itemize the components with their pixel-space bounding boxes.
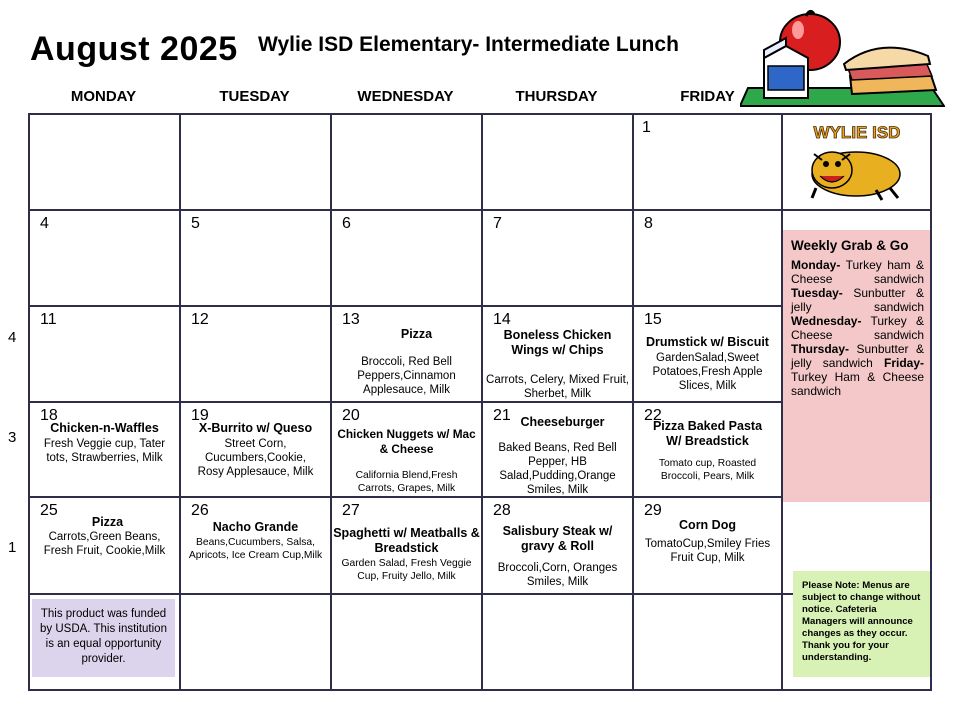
day-cell [634, 403, 781, 496]
meal-sides: Street Corn, Cucumbers,Cookie, Rosy Applesauce, Milk [197, 438, 314, 478]
grab-day: Thursday- [791, 342, 850, 356]
week-label-3: 4 [8, 329, 17, 346]
day-cell [181, 498, 330, 593]
meal-entree: Boneless Chicken Wings w/ Chips [503, 328, 612, 357]
grab-day: Wednesday- [791, 314, 862, 328]
day-cell [30, 403, 179, 496]
grab-and-go-panel [783, 230, 930, 502]
meal-entree: X-Burrito w/ Queso [198, 421, 313, 435]
meal-sides: Carrots, Celery, Mixed Fruit, Sherbet, Milk [486, 374, 629, 400]
meal-sides: Broccoli, Red Bell Peppers,Cinnamon Applesauce, Milk [357, 356, 456, 396]
meal-sides: GardenSalad,Sweet Potatoes,Fresh Apple Slices, Milk [652, 352, 763, 392]
day-cell [30, 498, 179, 593]
day-header-wednesday: WEDNESDAY [357, 88, 454, 105]
meal-entree: Chicken Nuggets w/ Mac & Cheese [337, 427, 476, 456]
day-number: 20 [342, 407, 360, 424]
meal-sides: California Blend,Fresh Carrots, Grapes, Milk [355, 470, 458, 494]
meal-entree: Corn Dog [679, 518, 736, 532]
day-cell [181, 307, 330, 401]
day-number: 1 [642, 119, 651, 136]
meal-sides: TomatoCup,Smiley Fries Fruit Cup, Milk [644, 538, 771, 564]
day-number: 14 [493, 311, 511, 328]
meal-entree: Pizza Baked Pasta W/ Breadstick [652, 419, 763, 448]
day-cell [483, 498, 632, 593]
day-number: 4 [40, 215, 49, 232]
school-title: Wylie ISD Elementary- Intermediate Lunch [258, 33, 679, 56]
day-cell [30, 211, 179, 305]
day-number: 21 [493, 407, 511, 424]
day-number: 22 [644, 407, 662, 424]
day-number: 12 [191, 311, 209, 328]
day-cell [181, 403, 330, 496]
meal-entree: Drumstick w/ Biscuit [646, 335, 769, 349]
day-number: 11 [40, 311, 57, 328]
day-cell [332, 403, 481, 496]
grab-item: Sunbutter & jelly sandwich [791, 342, 924, 370]
day-cell [483, 211, 632, 305]
month-title: August 2025 [30, 30, 238, 68]
day-number: 8 [644, 215, 653, 232]
day-number: 6 [342, 215, 351, 232]
grab-item: Turkey Ham & Cheese sandwich [791, 370, 924, 398]
meal-sides: Baked Beans, Red Bell Pepper, HB Salad,Pudding,Orange Smiles, Milk [498, 442, 617, 496]
day-number: 15 [644, 311, 662, 328]
day-number: 28 [493, 502, 511, 519]
grab-and-go-title: Weekly Grab & Go [791, 238, 909, 253]
grab-and-go-list [791, 258, 924, 398]
day-cell [634, 211, 781, 305]
day-cell [634, 498, 781, 593]
usda-notice: This product was funded by USDA. This institution is an equal opportunity provider. [32, 599, 175, 677]
meal-entree: Pizza [91, 515, 124, 529]
day-number: 7 [493, 215, 502, 232]
day-number: 13 [342, 311, 360, 328]
meal-sides: Broccoli,Corn, Oranges Smiles, Milk [497, 562, 618, 588]
day-cell [483, 307, 632, 401]
week-label-4: 3 [8, 429, 17, 446]
grab-item: Sunbutter & jelly sandwich [791, 286, 924, 314]
grab-item: Turkey & Cheese sandwich [791, 314, 924, 342]
grab-item: Turkey ham & Cheese sandwich [791, 258, 924, 286]
bulldog-mascot-icon [812, 152, 900, 200]
day-headers [28, 88, 783, 110]
day-number: 19 [191, 407, 209, 424]
grab-day: Tuesday- [791, 286, 843, 300]
day-header-thursday: THURSDAY [515, 88, 598, 105]
day-number: 26 [191, 502, 209, 519]
meal-sides: Tomato cup, Roasted Broccoli, Pears, Milk [658, 458, 757, 482]
wylie-isd-logo [786, 118, 928, 208]
day-cell [332, 211, 481, 305]
grab-day: Friday- [883, 356, 924, 370]
day-cell [632, 115, 781, 209]
day-header-tuesday: TUESDAY [219, 88, 290, 105]
day-cell [30, 307, 179, 401]
meal-entree: Spaghetti w/ Meatballs & Breadstick [333, 526, 480, 555]
day-cell [634, 307, 781, 401]
logo-text: WYLIE ISD [813, 123, 901, 142]
day-header-friday: FRIDAY [680, 88, 735, 105]
grab-day: Monday- [791, 258, 841, 272]
meal-entree: Chicken-n-Waffles [50, 421, 159, 435]
week-label-5: 1 [8, 539, 17, 556]
day-cell [181, 211, 330, 305]
day-number: 18 [40, 407, 58, 424]
day-cell [332, 498, 481, 593]
meal-entree: Salisbury Steak w/ gravy & Roll [502, 524, 613, 553]
day-cell [483, 403, 632, 496]
day-number: 5 [191, 215, 200, 232]
meal-entree: Cheeseburger [520, 415, 605, 429]
day-cell [332, 307, 481, 401]
day-number: 27 [342, 502, 360, 519]
meal-sides: Carrots,Green Beans, Fresh Fruit, Cookie,Milk [43, 531, 166, 557]
day-number: 25 [40, 502, 58, 519]
menu-change-note: Please Note: Menus are subject to change without notice. Cafeteria Managers will announce changes as they occur. Thank you for your understanding. [793, 571, 930, 677]
meal-sides: Beans,Cucumbers, Salsa, Apricots, Ice Cream Cup,Milk [188, 537, 323, 561]
day-number: 29 [644, 502, 662, 519]
meal-sides: Garden Salad, Fresh Veggie Cup, Fruity Jello, Milk [341, 558, 472, 582]
meal-sides: Fresh Veggie cup, Tater tots, Strawberries, Milk [43, 438, 166, 464]
meal-entree: Pizza [400, 327, 433, 341]
day-header-monday: MONDAY [70, 88, 137, 105]
meal-entree: Nacho Grande [212, 520, 299, 534]
